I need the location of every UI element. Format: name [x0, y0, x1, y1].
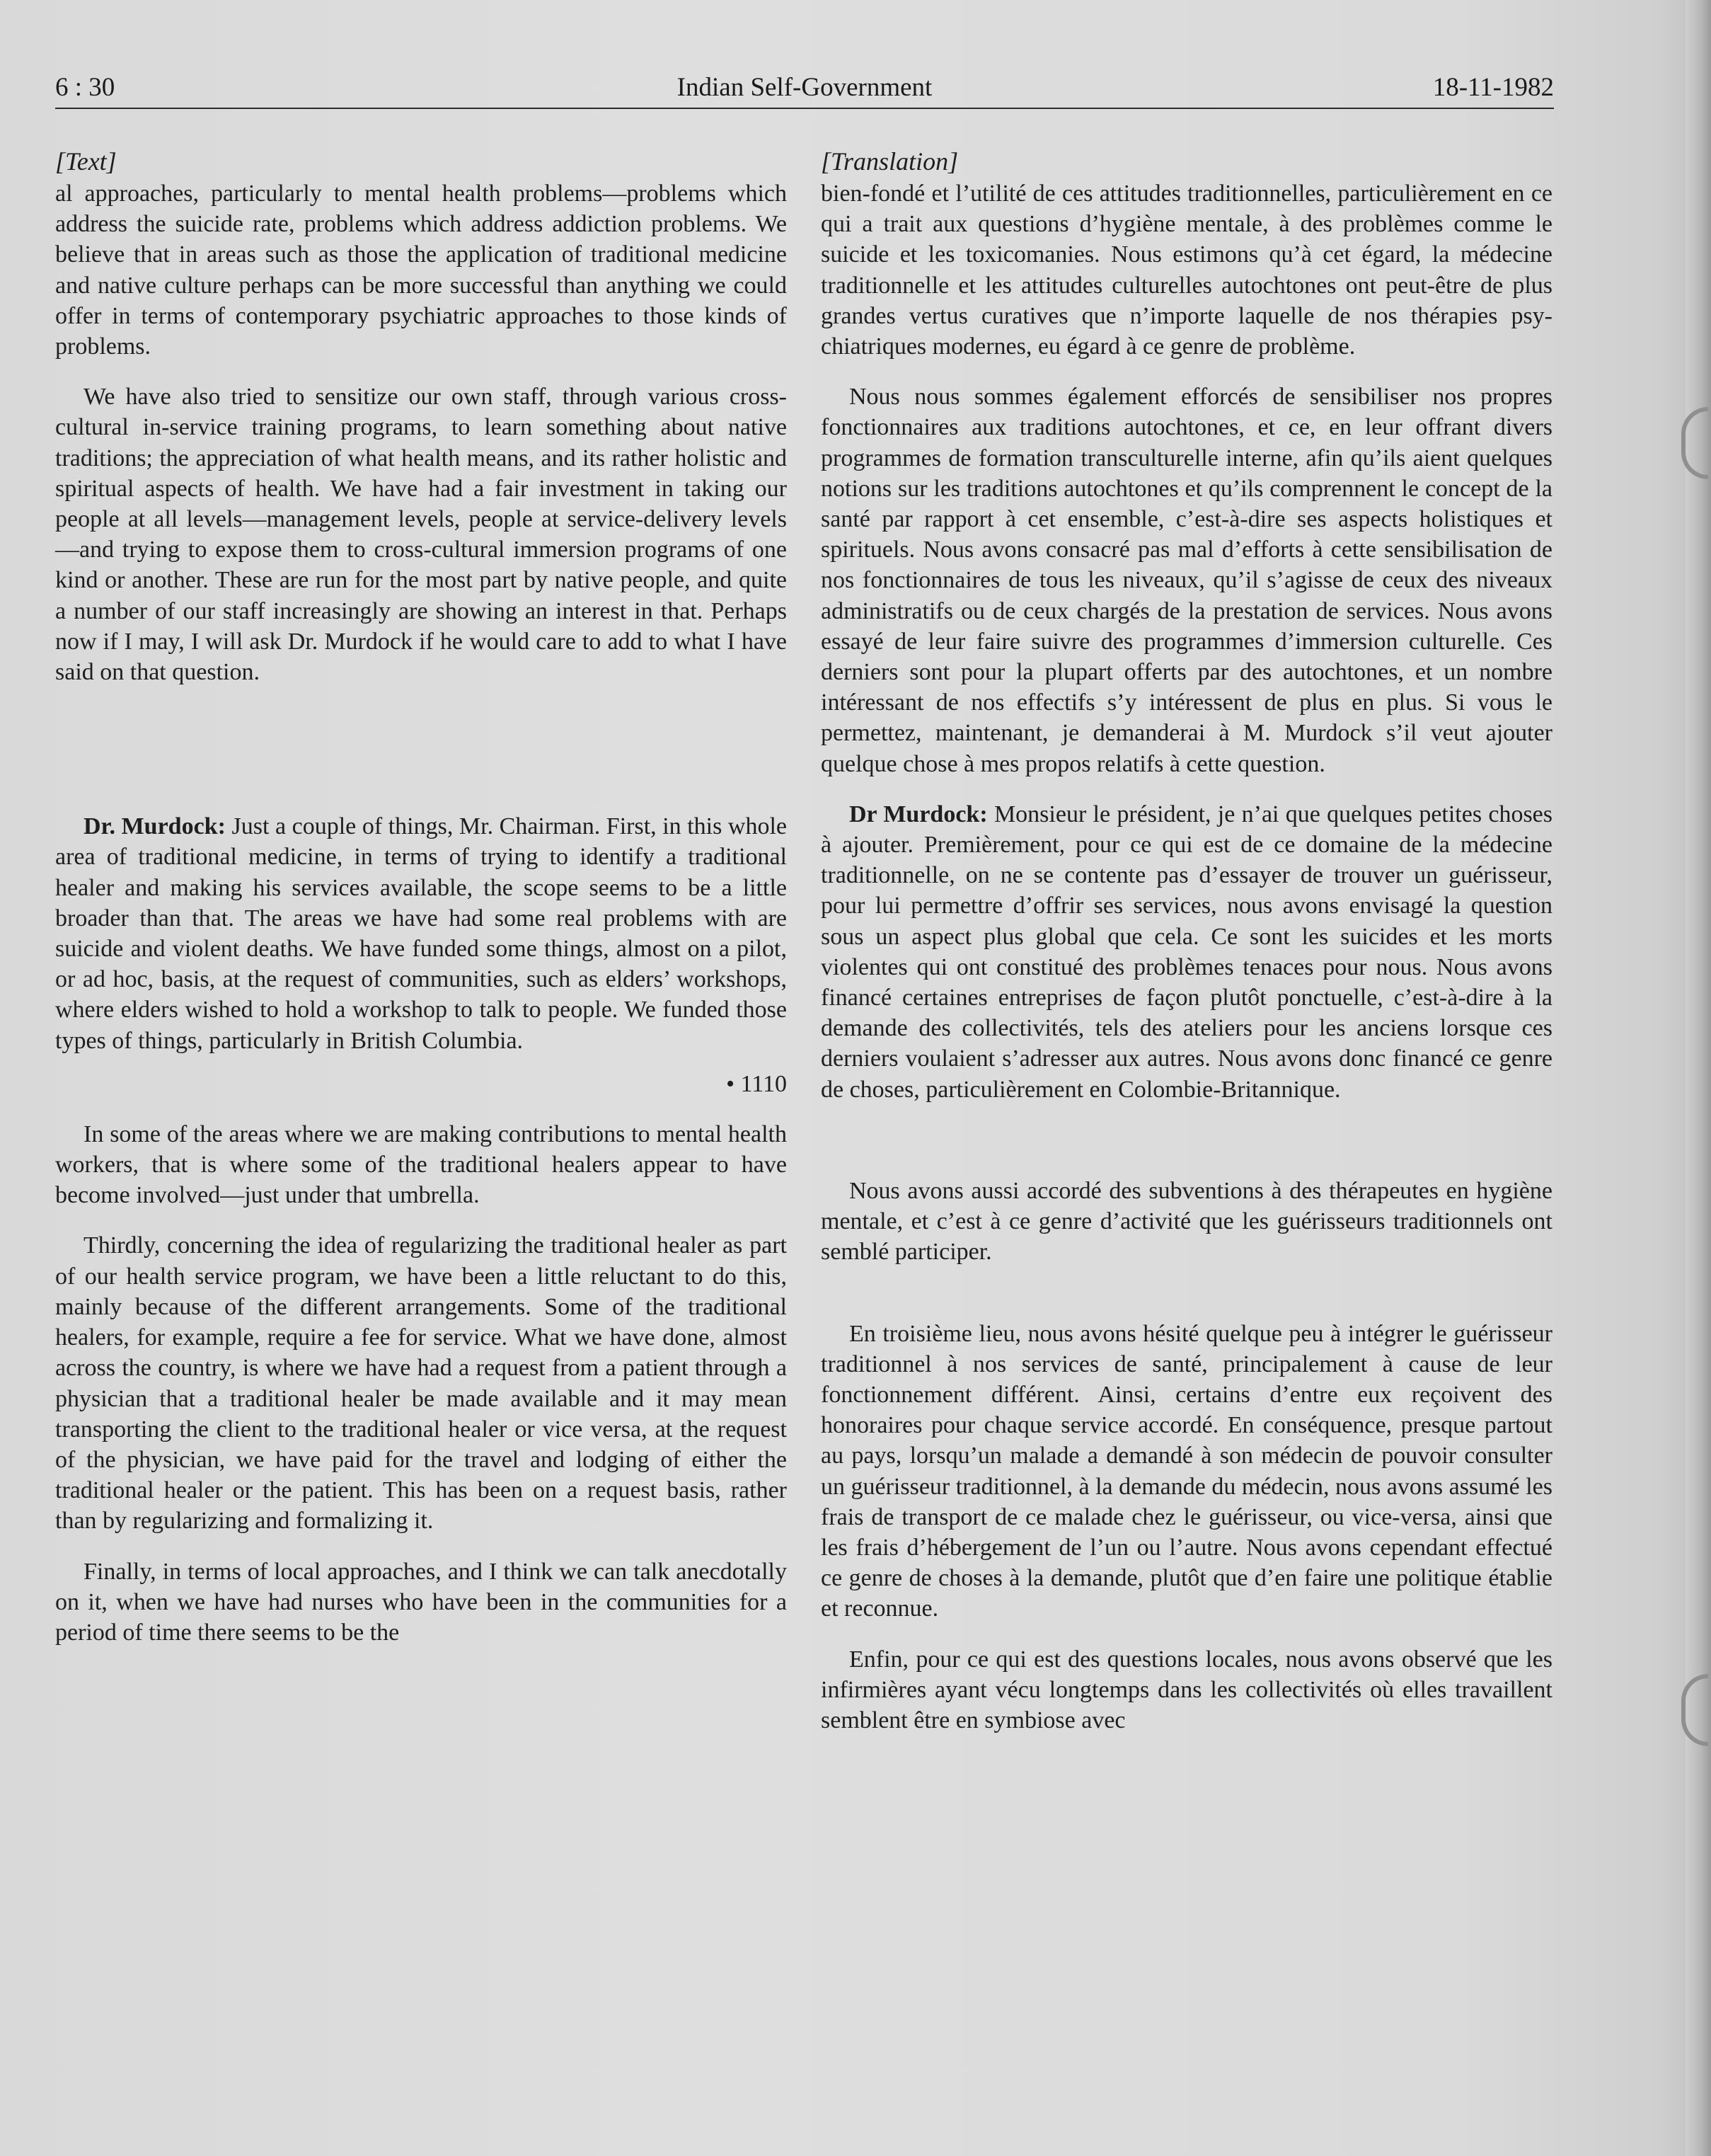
paragraph: Nous nous sommes également efforcés de sensibiliser nos propres fonctionnaires aux traditions autochtones, et ce, en leur offrant divers programmes de formation transculturelle interne, afin qu’ils aient quelques notions sur les traditions autochtones et qu’ils comprennent le concept de la santé par rapport à cet ensemble, c’est-à-dire ses aspects holistiques et spirituels. Nous avons consacré pas mal d’efforts à cette sensibilisation de nos fonctionnaires de tous les niveaux, qu’il s’agisse de ceux des niveaux administratifs ou de ceux chargés de la prestation de services. Nous avons essayé de leur faire suivre des programmes d’immersion culturelle. Ces derniers sont pour la plupart offerts par des autochtones, et un nombre intéressant de nos effectifs s’y intéressent de plus en plus. Si vous le permettez, maintenant, je demanderai à M. Murdock s’il veut ajouter quelque chose à mes propos relatifs à cette question.: [821, 384, 1552, 777]
english-column: [55, 146, 787, 1648]
header-date: 18-11-1982: [1432, 73, 1554, 102]
paragraph: In some of the areas where we are making contributions to mental health workers, that is where some of the traditional healers appear to have become involved—just under that umbrella.: [55, 1120, 787, 1209]
speaker-name: Dr Murdock:: [849, 801, 988, 827]
speaker-paragraph: [55, 811, 787, 1056]
publication-title: Indian Self-Government: [676, 73, 933, 102]
french-column: [821, 146, 1552, 1736]
paragraph: We have also tried to sensitize our own staff, through various cross-cultural in-service training programs, to learn something about native traditions; the appreciation of what health means, and its rather holistic and spiritual aspects of health. We have had a fair investment in taking our people at all levels—management levels, people at service-delivery levels—and trying to expose them to cross-cultural immersion programs of one kind or another. These are run for the most part by native people, and quite a number of our staff increasingly are showing an interest in that. Perhaps now if I may, I will ask Dr. Murdock if he would care to add to what I have said on that question.: [55, 384, 787, 686]
speaker-paragraph: [821, 799, 1552, 1105]
running-header: [55, 72, 1554, 109]
header-rule: [55, 108, 1554, 109]
time-marker: • 1110: [726, 1070, 787, 1097]
column-label-text: [Text]: [55, 147, 117, 176]
paragraph: Finally, in terms of local approaches, and I think we can talk anecdotally on it, when we have had nurses who have been in the communities for a period of time there seems to be the: [55, 1558, 787, 1646]
speaker-text: Monsieur le président, je n’ai que quelques petites choses à ajouter. Premièrement, pour ce qui est de ce domaine de la médecine traditionnelle, on ne se contente pas d’essayer de trouver un guérisseur, pour lui permettre d’offrir ses services, nous avons envisagé la question sous un aspect plus global que cela. Ce sont les suicides et les morts violentes qui ont constitué des problèmes tenaces pour nous. Nous avons financé certaines entreprises de façon plutôt ponctuelle, c’est-à-dire à la demande des collectivités, tels des ateliers pour les anciens lorsque ces derniers voulaient s’adresser aux autres. Nous avons donc financé ce genre de choses, particulièrement en Colombie-Britannique.: [821, 801, 1553, 1103]
paragraph: al approaches, particularly to mental health problems—problems which address the suicide rate, problems which address addiction problems. We believe that in areas such as those the application of traditional medicine and native culture perhaps can be more successful than anything we could offer in terms of contemporary psychiatric approaches to those kinds of problems.: [55, 180, 787, 360]
column-label-translation: [Translation]: [821, 147, 959, 176]
speaker-name: Dr. Murdock:: [83, 813, 226, 840]
speaker-text: Just a couple of things, Mr. Chairman. First, in this whole area of traditional medicine, in terms of trying to identify a traditional healer and making his services available, the scope seems to be a little broader than that. The areas we have had some real problems with are suicide and violent deaths. We have funded some things, almost on a pilot, or ad hoc, basis, at the request of communities, such as elders’ workshops, where elders wished to hold a workshop to talk to people. We funded those types of things, particularly in British Columbia.: [55, 813, 787, 1054]
page-number: 6 : 30: [55, 73, 115, 102]
paragraph: En troisième lieu, nous avons hésité quelque peu à intégrer le guérisseur traditionnel à nos services de santé, principalement à cause de leur fonctionnement différent. Ainsi, certains d’entre eux reçoivent des honoraires pour chaque service accordé. En conséquence, presque partout au pays, lorsqu’un malade a demandé à son médecin de pouvoir consulter un guérisseur traditionnel, à la demande du médecin, nous avons assumé les frais de transport de ce malade chez le guérisseur, ou vice-versa, ainsi que les frais d’hébergement de l’un ou l’autre. Nous avons cependant effectué ce genre de choses à la demande, plutôt que d’en faire une politique établie et reconnue.: [821, 1320, 1552, 1622]
paragraph: Enfin, pour ce qui est des questions locales, nous avons observé que les infirmières ayant vécu longtemps dans les collectivités où elles travaillent semblent être en symbiose avec: [821, 1646, 1552, 1733]
paragraph: Nous avons aussi accordé des subventions à des thérapeutes en hygiène mentale, et c’est à ce genre d’activité que les guérisseurs traditionnels ont semblé participer.: [821, 1177, 1552, 1266]
page-edge-shadow: [1686, 0, 1711, 2156]
paragraph: Thirdly, concerning the idea of regularizing the traditional healer as part of our health service program, we have been a little reluctant to do this, mainly because of the different arrangements. Some of the traditional healers, for example, require a fee for service. What we have done, almost across the country, is where we have had a request from a patient through a physician that a traditional healer be made available and it may mean transporting the client to the traditional healer or vice versa, at the request of the physician, we have paid for the travel and lodging of either the traditional healer or the patient. This has been on a request basis, rather than by regularizing and formalizing it.: [55, 1232, 787, 1535]
paragraph: bien-fondé et l’utilité de ces attitudes traditionnelles, particulièrement en ce qui a trait aux questions d’hygiène mentale, à des problèmes comme le suicide et les toxicomanies. Nous estimons qu’à cet égard, la médecine traditionnelle et les attitudes culturelles autochtones ont peut-être de plus grandes vertus curatives que n’importe laquelle de nos thérapies psychiatriques modernes, eu égard à ce genre de problème.: [821, 180, 1552, 360]
